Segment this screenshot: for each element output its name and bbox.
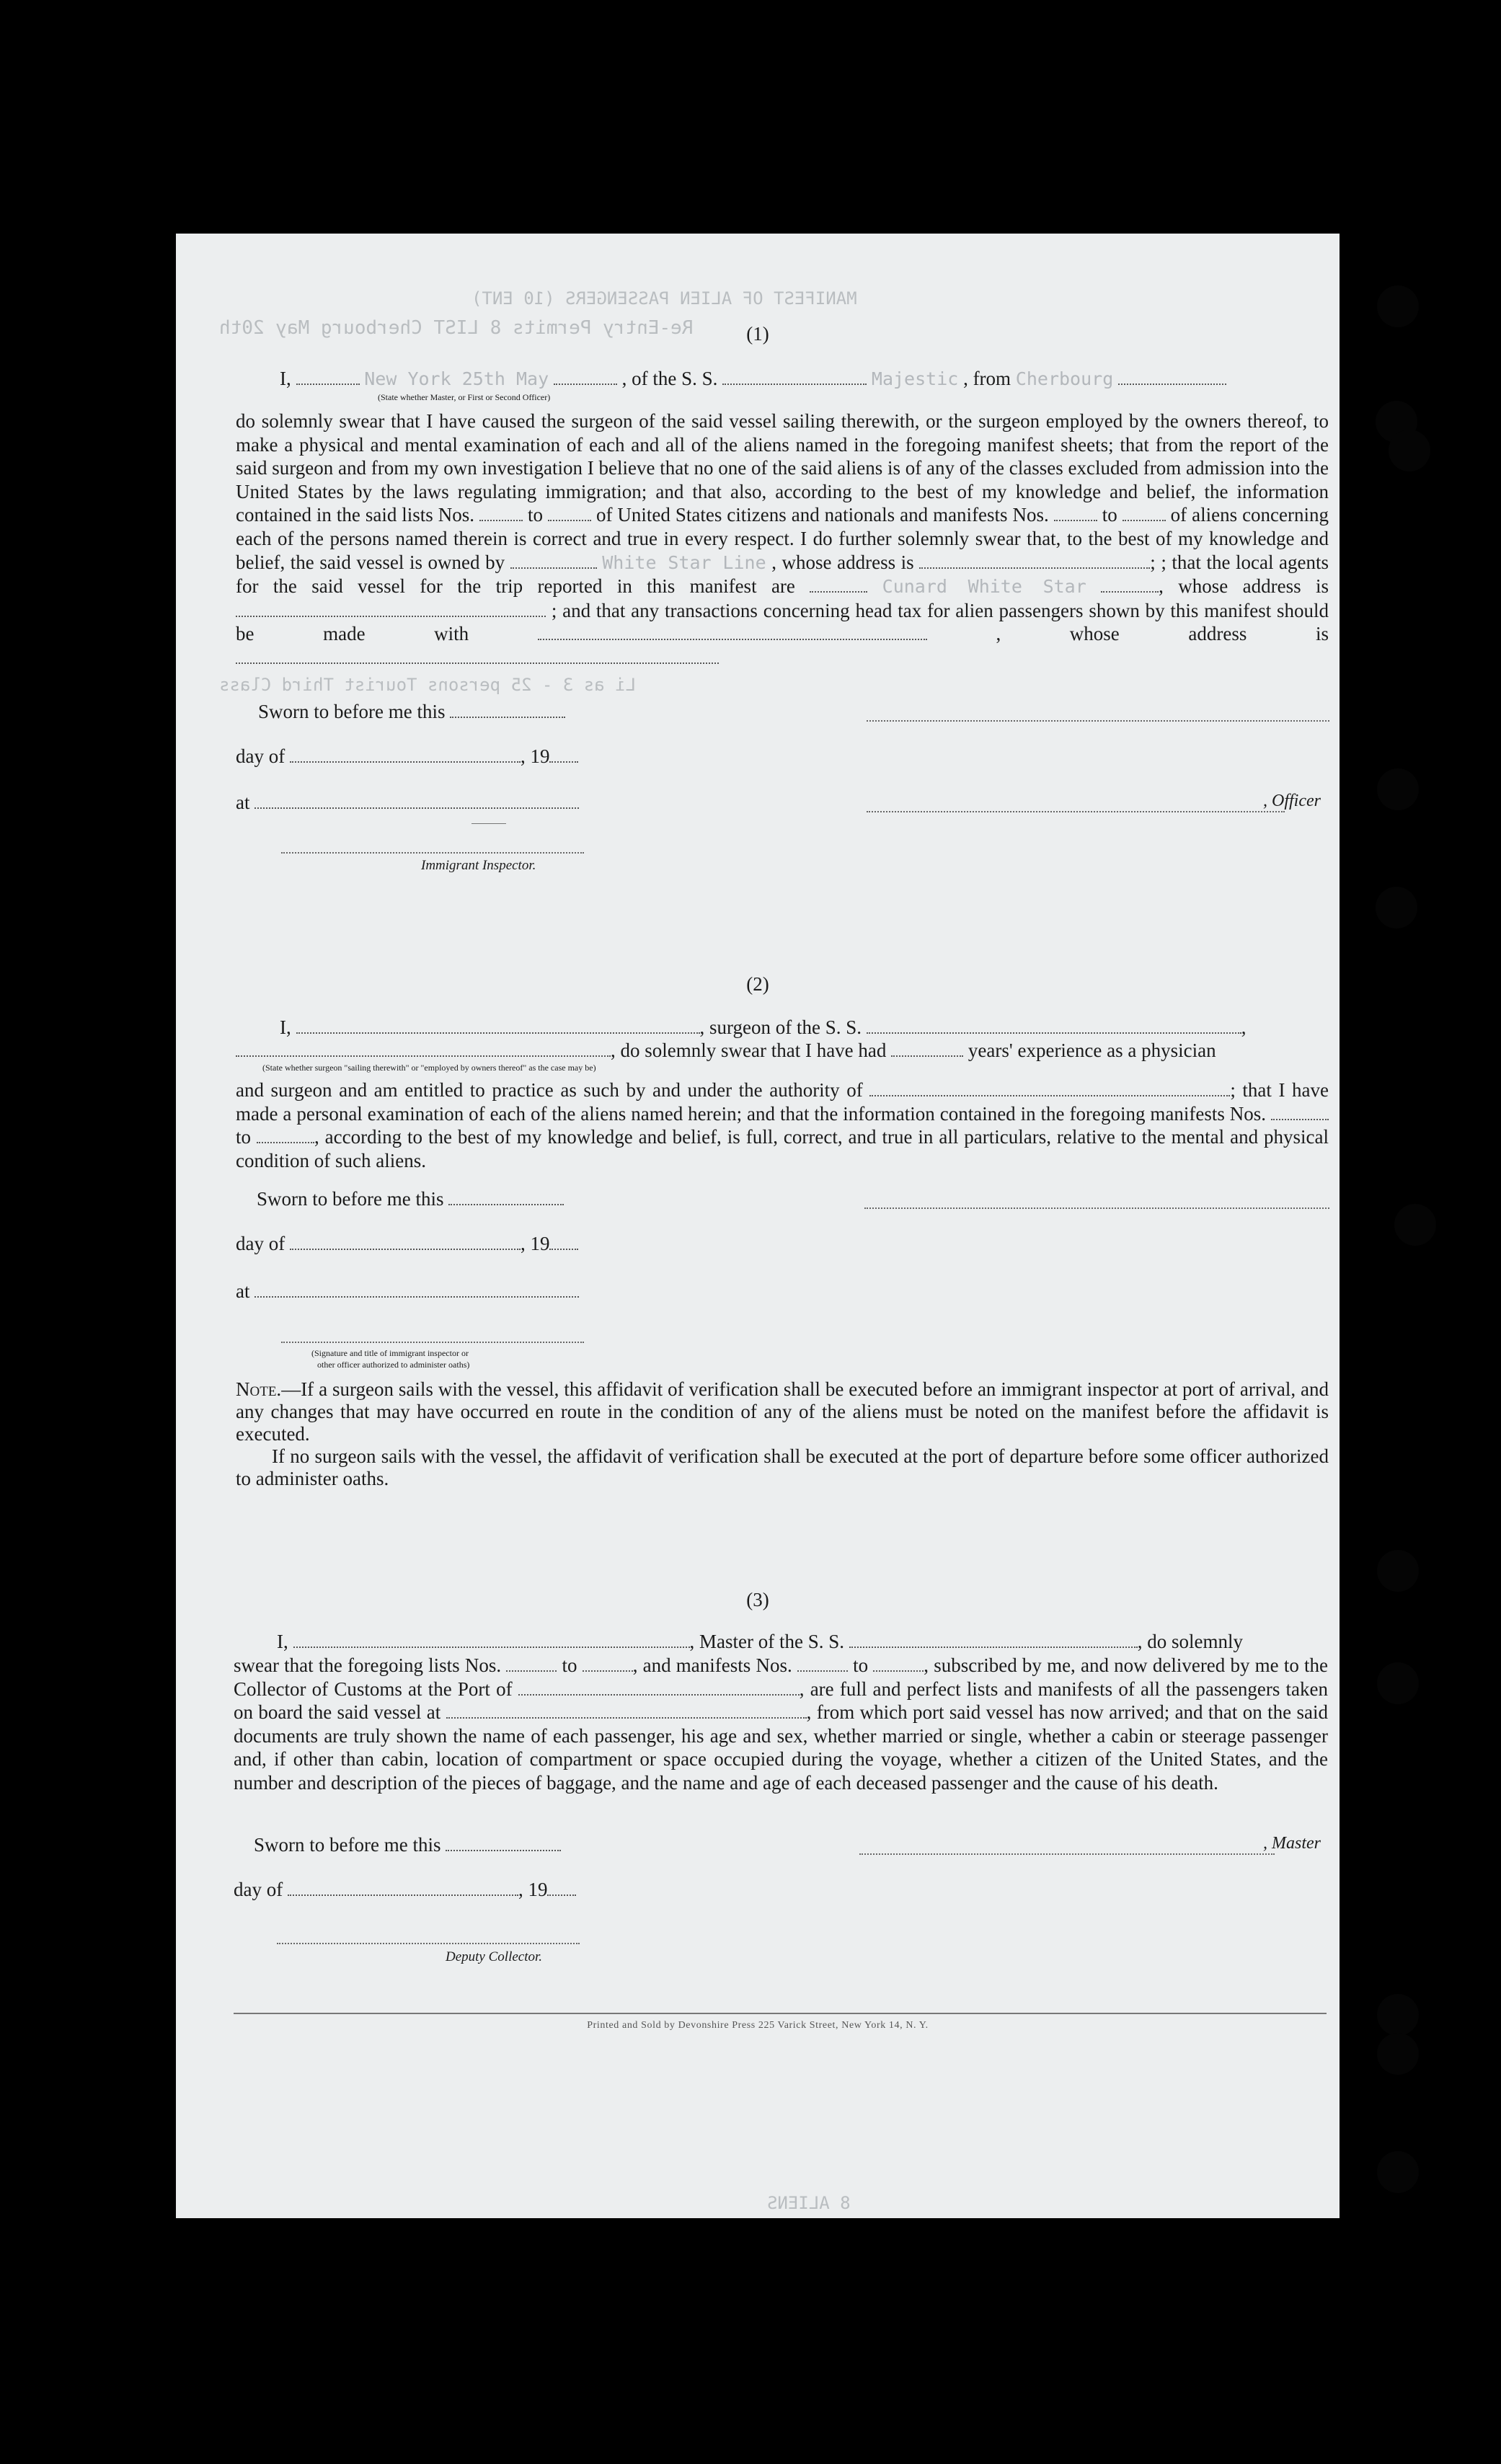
binder-hole-10 [1377, 2033, 1419, 2075]
s1-day-of-label: day of [236, 745, 285, 767]
s3-subscribed: , subscribed by me, and now delivered by me to the Collector of Customs at the Port of [234, 1654, 1329, 1700]
s2-at-label: at [236, 1280, 250, 1302]
stamp-bottom-faint: 8 ALIENS [767, 2193, 851, 2213]
s1-body-3: of aliens concerning each of the persons named therein is correct and true in every respect. I do further solemnly swear that, to the best of my knowledge and belief, the said vessel is owned by [236, 504, 1329, 573]
s2-sig-caption-1: (Signature and title of immigrant inspector or [311, 1348, 469, 1358]
s3-and-manifests: , and manifests Nos. [632, 1654, 792, 1676]
s2-inspector-line[interactable] [281, 1341, 584, 1343]
s3-sworn-label: Sworn to before me this [254, 1834, 441, 1856]
s1-from: , from [963, 368, 1011, 389]
s1-subcaption: (State whether Master, or First or Second Officer) [378, 392, 551, 402]
section-1-number: (1) [746, 323, 769, 345]
binder-hole-7 [1377, 1550, 1419, 1592]
s3-do-solemnly: , do solemnly [1137, 1631, 1243, 1652]
s2-day-of-label: day of [236, 1233, 285, 1254]
manifest-affidavit-page [176, 234, 1340, 2218]
s1-officer-label: , Officer [1263, 792, 1321, 810]
s1-body-4: ; that the local agents for the said vessel for the trip reported in this manifest are [236, 551, 1329, 598]
binder-hole-3 [1389, 430, 1430, 471]
s1-day-of [236, 745, 578, 768]
binder-hole-5 [1376, 887, 1417, 929]
binder-hole-1 [1377, 285, 1419, 327]
s3-master-label: , Master [1263, 1834, 1321, 1853]
s1-vessel: Majestic [871, 368, 959, 389]
s2-sig-caption-2: other officer authorized to administer oaths) [317, 1360, 470, 1370]
section-2-number: (2) [746, 973, 769, 995]
s2-note-label: Note. [236, 1378, 282, 1400]
s1-from-port: Cherbourg [1015, 368, 1114, 389]
s1-whose-address-2: whose address is [1178, 575, 1329, 598]
s2-signature-line[interactable] [864, 1207, 1329, 1209]
s2-swear: , do solemnly swear that I have had [611, 1040, 887, 1061]
s3-collector-line[interactable] [277, 1942, 580, 1944]
s1-sworn-label: Sworn to before me this [258, 701, 446, 722]
s2-day-of [236, 1233, 578, 1255]
s1-agents: Cunard White Star [882, 576, 1086, 598]
footer-rule [234, 2013, 1327, 2014]
s1-to-2: to [1102, 504, 1117, 526]
s3-sworn [254, 1834, 561, 1856]
s1-first-line [280, 368, 1329, 390]
s1-owner: White Star Line [602, 551, 766, 573]
s2-sworn-label: Sworn to before me this [257, 1188, 444, 1210]
s1-short-rule [471, 823, 506, 824]
s1-at [236, 792, 579, 814]
s2-year: , 19 [520, 1233, 550, 1254]
s2-body-2: that I have made a personal examination of each of the aliens named herein; and that the information contained in the foregoing manifests Nos. [236, 1079, 1329, 1125]
s2-surgeon-of: , surgeon of the S. S. [699, 1016, 862, 1038]
s1-body-2: of United States citizens and nationals and manifests Nos. [595, 504, 1049, 526]
s3-master-of: , Master of the S. S. [689, 1631, 844, 1652]
s1-year: , 19 [520, 745, 550, 767]
binder-hole-8 [1377, 1662, 1419, 1704]
s1-signature-line[interactable] [867, 719, 1329, 722]
s1-to-1: to [527, 504, 543, 526]
s3-body [234, 1654, 1328, 1795]
s2-body-1: and surgeon and am entitled to practice as such by and under the authority of [236, 1079, 863, 1101]
s1-officer-line[interactable] [867, 810, 1285, 812]
s3-body-1: swear that the foregoing lists Nos. [234, 1654, 502, 1676]
s1-body-1: do solemnly swear that I have caused the surgeon of the said vessel sailing therewith, or the surgeon employed by the owners thereof, to make a physical and mental examination of each and all of the aliens named in the foregoing manifest sheets; that from the report of the said surgeon and from my own investigation I believe that no one of the said aliens is of any of the classes excluded from admission into the United States by the laws regulating immigration; and that also, according to the best of my knowledge and belief, the information contained in the said lists Nos. [236, 410, 1329, 526]
s1-i: I, [280, 368, 291, 389]
binder-hole-4 [1377, 768, 1419, 810]
s1-body-5: ; and that any transactions concerning head tax for alien passengers shown by this manifest should be made with [236, 599, 1329, 645]
s1-at-label: at [236, 792, 250, 813]
s3-day-of-label: day of [234, 1879, 283, 1900]
footer-printer: Printed and Sold by Devonshire Press 225 Varick Street, New York 14, N. Y. [587, 2020, 929, 2031]
s3-full-and-perfect: , are full and perfect lists and manifests of all the passengers taken on board the said vessel at [234, 1678, 1328, 1724]
s2-note-1: —If a surgeon sails with the vessel, this affidavit of verification shall be executed before an immigrant inspector at port of arrival, and any changes that may have occurred en route in the condition of any of the aliens must be noted on the manifest before the affidavit is executed. [236, 1378, 1329, 1445]
s2-i: I, [280, 1016, 291, 1038]
s1-inspector-caption: Immigrant Inspector. [421, 858, 536, 873]
s2-to: to [236, 1126, 252, 1148]
s3-to-1: to [562, 1654, 577, 1676]
s1-port-date: New York 25th May [364, 368, 549, 389]
binder-hole-6 [1394, 1204, 1436, 1246]
s3-day-of [234, 1879, 576, 1901]
s2-subcaption: (State whether surgeon "sailing therewith" or "employed by owners thereof" as the case may be) [262, 1063, 596, 1073]
s2-years: years' experience as a physician [968, 1040, 1216, 1061]
s3-from-which: , from which port said vessel has now arrived; and that on the said documents are truly shown the name of each passenger, his age and sex, whether married or single, whether a cabin or steerage passenger and, if other than cabin, location of compartment or space occupied during the voyage, whether a citizen of the United States, and the number and description of the pieces of baggage, and the name and age of each deceased passenger and the cause of his death. [234, 1701, 1328, 1794]
binder-hole-11 [1377, 2151, 1419, 2193]
s1-whose-address-3: , whose address is [996, 623, 1329, 645]
binder-hole-9 [1377, 1994, 1419, 2036]
section-3-number: (3) [746, 1589, 769, 1610]
s3-master-line[interactable] [859, 1853, 1275, 1855]
s3-year: , 19 [518, 1879, 548, 1900]
s2-first-line: I, , surgeon of the S. S. , [280, 1016, 1247, 1038]
s2-second-line [236, 1040, 1216, 1062]
s3-collector-caption: Deputy Collector. [446, 1949, 543, 1964]
s1-of-ss: , of the S. S. [621, 368, 718, 389]
stamp-header-line-2: Re-Entry Permits 8 LIST Cherbourg May 20th [219, 317, 694, 339]
stamp-list-range: Li as 3 - 25 persons Tourist Third Class [219, 675, 636, 695]
s2-body-3: , according to the best of my knowledge and belief, is full, correct, and true in all particulars, relative to the mental and physical condition of such aliens. [236, 1126, 1329, 1171]
stamp-header-line-1: MANIFEST OF ALIEN PASSENGERS (10 ENT) [471, 288, 857, 309]
s2-note-2: If no surgeon sails with the vessel, the affidavit of verification shall be executed at the port of departure before some officer authorized to administer oaths. [236, 1445, 1329, 1489]
s3-first-line [277, 1631, 1326, 1653]
s2-note [236, 1378, 1329, 1490]
s3-to-2: to [853, 1654, 869, 1676]
s2-at [236, 1280, 579, 1303]
s1-body: do solemnly swear that I have caused the surgeon of the said vessel sailing therewith, or the surgeon employed by the owners thereof, to make a physical and mental examination of each and all of the aliens named in the foregoing manifest sheets; that from the report of the said surgeon and from my own investigation I believe that no one of the said aliens is of any of the classes excluded from admission into the United States by the laws regulating immigration; and that also, according to the best of my knowledge and belief, the information contained in the said lists Nos. to of United States citizens and nationals and manifests Nos. to of aliens concerning each of the persons named therein is correct and true in every respect. I do further solemnly swear that, to the best of my knowledge and belief, the said vessel is owned by White Star Line , whose address is ; ; that the local agents for the said vessel for the trip reported in this manifest are Cunard White Star , whose address is ; and that any transactions concerning head tax for alien passengers shown by this manifest should be made with , whose address is [236, 409, 1329, 670]
s1-sworn [258, 701, 565, 723]
s1-inspector-line[interactable] [281, 851, 584, 854]
s2-sworn [257, 1188, 564, 1210]
s1-whose-address: , whose address is [771, 551, 914, 573]
s3-i: I, [277, 1631, 288, 1652]
s2-body: and surgeon and am entitled to practice as such by and under the authority of ; that I have made a personal examination of each of the aliens named herein; and that the information contained in the foregoing manifests Nos. to , according to the best of my knowledge and belief, is full, correct, and true in all particulars, relative to the mental and physical condition of such aliens. [236, 1079, 1329, 1171]
